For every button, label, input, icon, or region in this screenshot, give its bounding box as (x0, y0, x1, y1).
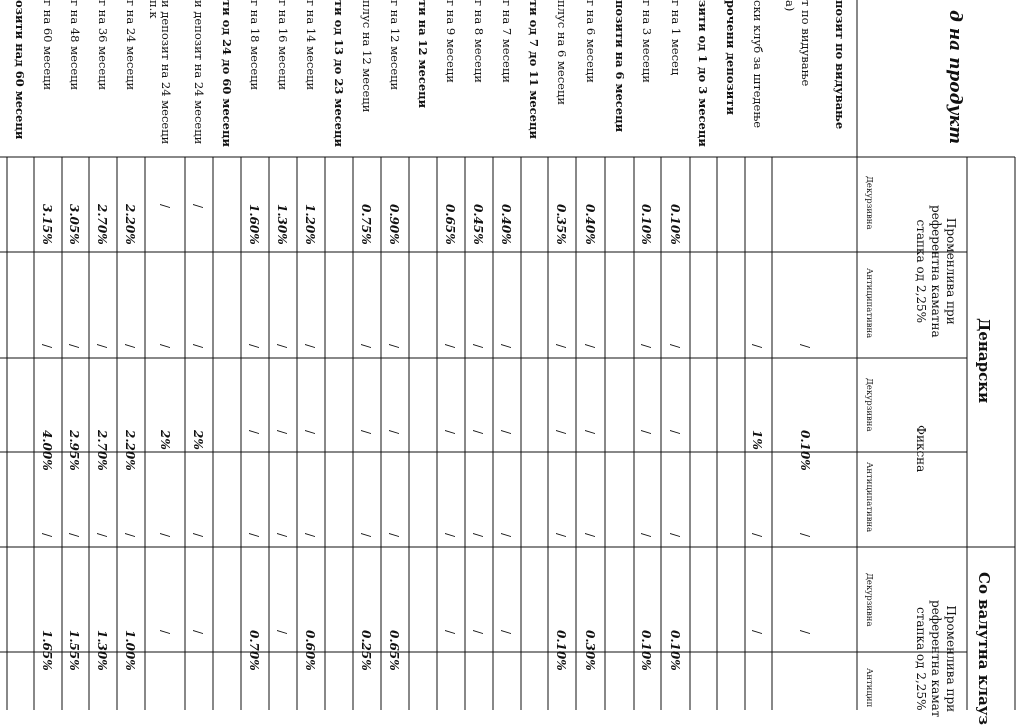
rate-cell: / (67, 344, 81, 349)
rate-cell: / (123, 533, 137, 538)
row-label: г на 14 месеци (304, 0, 318, 91)
rate-cell: / (40, 533, 54, 538)
row-label: а) (783, 0, 797, 12)
header-variable-1-line3: стапка од 2,25% (914, 219, 928, 324)
rate-cell: 2.70% (95, 430, 109, 471)
rate-cell: 2.70% (95, 204, 109, 245)
rate-cell: 4.00% (40, 430, 54, 471)
rate-cell: / (158, 533, 172, 538)
rate-cell: / (471, 630, 485, 635)
rate-cell: 0.65% (387, 630, 401, 671)
row-label: г на 9 месеци (444, 0, 458, 83)
header-variable-2-line2: референтна камат (929, 600, 943, 718)
rate-cell: / (583, 344, 597, 349)
rate-cell: / (668, 430, 682, 435)
row-label: г на 6 месеци (584, 0, 598, 83)
rate-cell: 1.55% (67, 630, 81, 671)
rate-cell: / (275, 430, 289, 435)
rate-cell: / (191, 630, 205, 635)
header-variable-1 (913, 205, 958, 338)
rate-cell: / (158, 630, 172, 635)
rate-cell: 1.60% (247, 204, 261, 245)
rate-cell: 2.20% (123, 204, 137, 245)
row-label: г на 48 месеци (68, 0, 82, 91)
rate-cell: 1.00% (123, 630, 137, 671)
subheader-anticipativna-2: Антиципативна (864, 462, 874, 533)
rate-cell: / (499, 430, 513, 435)
rate-cell: 2% (158, 430, 172, 450)
rate-cell: / (471, 344, 485, 349)
rate-cell: 2.95% (67, 430, 81, 471)
rate-cell: 2% (191, 430, 205, 450)
rate-cell: / (247, 430, 261, 435)
rate-cell: / (387, 430, 401, 435)
rate-cell: 0.40% (583, 204, 597, 245)
row-label: г на 1 месец (669, 0, 683, 76)
rate-cell: / (471, 430, 485, 435)
row-label: г на 7 месеци (500, 0, 514, 83)
rate-cell: / (247, 533, 261, 538)
row-label: ти на 12 месеци (416, 0, 430, 109)
rate-cell: / (798, 533, 812, 538)
rate-cell: / (750, 630, 764, 635)
page-title: д на продукт (945, 10, 965, 145)
rate-cell: / (387, 533, 401, 538)
subheader-anticipativna-3: Антицип (864, 668, 874, 708)
rate-cell: 1.30% (95, 630, 109, 671)
row-label: т по видување (799, 0, 813, 87)
rate-cell: 0.75% (359, 204, 373, 245)
rate-cell: / (359, 344, 373, 349)
rate-cell: 0.45% (471, 204, 485, 245)
rate-cell: 1.20% (303, 204, 317, 245)
rate-cell: / (67, 533, 81, 538)
header-variable-1-line2: референтна каматна (929, 205, 943, 338)
rate-cell: / (303, 533, 317, 538)
rate-cell: / (554, 533, 568, 538)
rate-cell: / (275, 344, 289, 349)
header-valutna: Со валутна клауз (975, 572, 993, 725)
subheader-dekurzivna-1: Декурзивна (864, 176, 874, 230)
row-label: ти од 13 до 23 месеци (332, 0, 346, 148)
rate-cell: 0.10% (639, 204, 653, 245)
rate-cell: / (668, 344, 682, 349)
row-label: г на 3 месеци (640, 0, 654, 83)
rate-cell: / (443, 430, 457, 435)
rate-cell: / (191, 344, 205, 349)
rate-cell: / (387, 344, 401, 349)
rate-cell: / (583, 430, 597, 435)
row-label: зити од 1 до 3 месеци (696, 0, 710, 147)
header-variable-2-line3: стапка од 2,25% (914, 606, 928, 711)
rate-cell: / (639, 533, 653, 538)
rate-cell: 0.10% (668, 204, 682, 245)
rate-cell: 0.90% (387, 204, 401, 245)
rate-cell: / (583, 533, 597, 538)
rate-cell: / (275, 630, 289, 635)
rate-cell: / (359, 533, 373, 538)
header-variable-1-line1: Променлива при (944, 217, 958, 325)
rate-cell: 0.10% (798, 430, 812, 471)
rate-cell: / (247, 344, 261, 349)
rate-cell: / (95, 344, 109, 349)
rate-cell: / (443, 344, 457, 349)
rate-cell: 3.15% (40, 204, 54, 245)
rate-cell: / (471, 533, 485, 538)
rate-cell: 0.25% (359, 630, 373, 671)
header-variable-2 (913, 600, 958, 717)
rate-cell: / (443, 630, 457, 635)
rate-cell: 0.60% (303, 630, 317, 671)
row-label: г на 8 месеци (472, 0, 486, 83)
rate-cell: / (499, 344, 513, 349)
rate-cell: 0.40% (499, 204, 513, 245)
row-label: и депозит на 24 месеци (159, 0, 173, 145)
header-fixed: Фиксна (914, 425, 928, 473)
rate-cell: / (275, 533, 289, 538)
row-label: г на 16 месеци (276, 0, 290, 91)
header-denarski: Денарски (975, 318, 993, 404)
row-label: ти од 24 до 60 месеци (220, 0, 234, 148)
row-label: плус на 12 месеци (360, 0, 374, 113)
rate-cell: / (95, 533, 109, 538)
rate-cell: / (303, 430, 317, 435)
row-label: ски клуб за штедење (751, 0, 765, 129)
header-variable-2-line1: Променлива при (944, 605, 958, 713)
rate-cell: / (40, 344, 54, 349)
rate-cell: / (123, 344, 137, 349)
rate-cell: 1% (750, 430, 764, 450)
subheader-dekurzivna-2: Декурзивна (864, 378, 874, 432)
row-label-continued: п.к (147, 0, 161, 19)
rate-cell: / (554, 344, 568, 349)
rate-cell: / (158, 204, 172, 209)
rate-cell: / (639, 344, 653, 349)
rate-cell: / (158, 344, 172, 349)
rate-cell: / (750, 533, 764, 538)
rate-cell: 0.70% (247, 630, 261, 671)
rate-cell: / (191, 204, 205, 209)
rate-cell: 1.65% (40, 630, 54, 671)
rate-cell: 0.30% (583, 630, 597, 671)
rate-cell: 0.65% (443, 204, 457, 245)
rate-cell: 0.10% (554, 630, 568, 671)
row-label: позити на 6 месеци (613, 0, 627, 133)
row-label: г на 60 месеци (41, 0, 55, 91)
rate-cell: 0.10% (668, 630, 682, 671)
subheader-anticipativna-1: Антиципативна (864, 268, 874, 339)
rate-cell: / (639, 430, 653, 435)
rate-cell: 2.20% (123, 430, 137, 471)
row-label: плус на 6 месеци (555, 0, 569, 106)
rate-cell: / (359, 430, 373, 435)
rate-cell: / (798, 630, 812, 635)
rate-cell: / (499, 533, 513, 538)
row-label: озити над 60 месеци (13, 0, 27, 140)
rate-cell: 3.05% (67, 204, 81, 245)
row-label: рочени депозити (724, 0, 738, 115)
rate-cell: 0.10% (639, 630, 653, 671)
rate-cell: / (499, 630, 513, 635)
row-label: г на 18 месеци (248, 0, 262, 91)
subheader-dekurzivna-3: Декурзивна (864, 573, 874, 627)
rate-cell: 0.35% (554, 204, 568, 245)
row-label: и депозит на 24 месеци (192, 0, 206, 145)
rate-cell: / (443, 533, 457, 538)
rate-cell: / (191, 533, 205, 538)
row-label: позит по видување (833, 0, 847, 130)
rate-cell: / (750, 344, 764, 349)
row-label: г на 24 месеци (124, 0, 138, 91)
rate-cell: / (798, 344, 812, 349)
rate-cell: / (554, 430, 568, 435)
rate-cell: / (668, 533, 682, 538)
row-label: ти од 7 до 11 месеци (527, 0, 541, 139)
rate-cell: 1.30% (275, 204, 289, 245)
row-label: г на 12 месеци (388, 0, 402, 91)
row-label: г на 36 месеци (96, 0, 110, 91)
rate-cell: / (303, 344, 317, 349)
